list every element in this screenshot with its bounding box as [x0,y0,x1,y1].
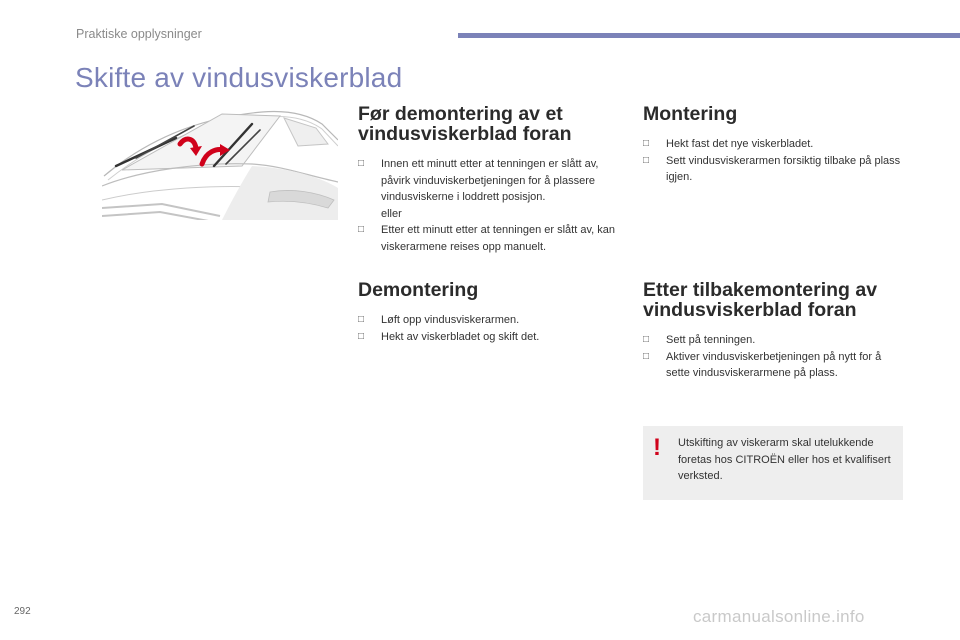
list-item: □ Sett på tenningen. [643,332,905,349]
bullet-icon: □ [643,154,650,166]
page-title: Skifte av vindusviskerblad [75,62,403,93]
section-title: Før demontering av et vindusviskerblad foran [358,103,572,145]
list-item: □ Løft opp vindusviskerarmen. [358,312,626,329]
list-item: □ Etter ett minutt etter at tenningen er slått av, kan viskerarmene reises opp manuelt. [358,224,615,253]
section-before-removal [358,104,626,255]
list-item: □ Hekt fast det nye viskerbladet. [643,136,905,153]
list-item: □ Hekt av viskerbladet og skift det. [358,329,626,346]
instruction-list [358,156,626,255]
bullet-icon: □ [358,330,365,342]
instruction-list [358,312,626,345]
section-title: Etter tilbakemontering av vindusviskerblad foran [643,279,878,321]
page-number: 292 [14,606,31,617]
bullet-icon: □ [643,350,650,362]
section-after-refit [643,280,905,382]
bullet-icon: □ [643,138,650,149]
instruction-list [643,332,905,382]
bullet-icon: □ [358,314,365,325]
section-label: Praktiske opplysninger [76,27,202,41]
bullet-icon: □ [643,334,650,345]
list-item: □ Innen ett minutt etter at tenningen er slått av, påvirk vinduviskerbetjeningen for å plassere vindusviskerne i loddrett posisjon. [358,158,599,203]
watermark: carmanualsonline.info [693,607,865,626]
instruction-list [643,136,905,186]
list-item: □ Sett vindusviskerarmen forsiktig tilbake på plass igjen. [643,154,901,183]
section-title: Demontering [358,279,479,301]
warning-exclamation-icon: ! [653,434,661,461]
warning-note-text: Utskifting av viskerarm skal utelukkende foretas hos CITROËN eller hos et kvalifisert verksted. [678,437,891,482]
header-bar [458,33,960,38]
windshield-wiper-illustration [102,104,338,220]
section-fitting [643,104,905,186]
bullet-icon: □ [358,224,365,235]
warning-note [643,426,903,500]
section-removal [358,280,626,345]
list-item: eller [381,207,402,220]
bullet-icon: □ [358,158,365,169]
section-title: Montering [643,103,738,125]
list-item: □ Aktiver vindusviskerbetjeningen på nytt for å sette vindusviskerarmene på plass. [643,350,882,379]
